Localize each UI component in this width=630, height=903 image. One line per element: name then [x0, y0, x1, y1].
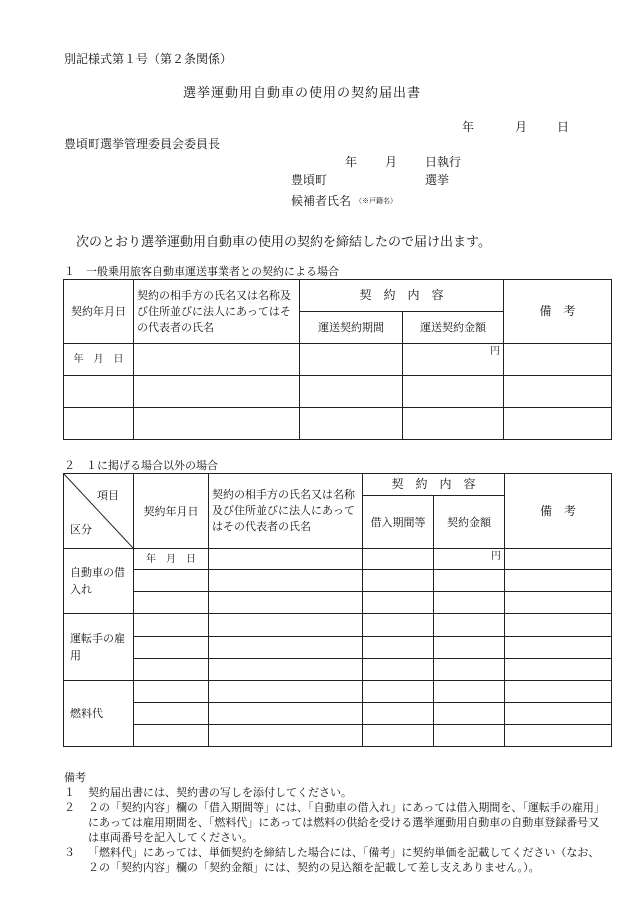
s1-row1-remarks — [504, 344, 612, 376]
table-cell — [209, 614, 363, 637]
table-cell — [363, 725, 434, 747]
table-cell — [209, 637, 363, 659]
table-cell — [363, 681, 434, 703]
table-cell — [434, 659, 505, 681]
table-cell — [134, 592, 209, 614]
table-cell — [363, 614, 434, 637]
s1-col-period: 運送契約期間 — [300, 312, 403, 344]
date-year: 年 — [462, 120, 475, 134]
table-cell — [209, 659, 363, 681]
table-cell — [505, 681, 612, 703]
note-text: 「燃料代」にあっては、単価契約を締結した場合には、「備考」に契約単価を記載してください（なお、２の「契約内容」欄の「契約金額」には、契約の見込額を記載して差し支えありません。）。 — [88, 846, 600, 874]
table-cell — [363, 703, 434, 725]
s1-col-contents: 契 約 内 容 — [300, 280, 504, 312]
table-cell — [363, 659, 434, 681]
table-cell — [434, 592, 505, 614]
table-cell — [434, 703, 505, 725]
table-cell — [505, 570, 612, 592]
table-cell — [434, 725, 505, 747]
s2-group-driver: 運転手の雇用 — [64, 614, 134, 681]
table-cell — [209, 592, 363, 614]
table-cell — [134, 725, 209, 747]
s2-group-fuel: 燃料代 — [64, 681, 134, 747]
table-cell — [209, 681, 363, 703]
table-cell — [505, 549, 612, 570]
intro-text: 次のとおり選挙運動用自動車の使用の契約を締結したので届け出ます。 — [76, 235, 491, 250]
table-cell — [64, 376, 134, 408]
date-month: 月 — [515, 120, 528, 134]
note-text: ２の「契約内容」欄の「借入期間等」には、「自動車の借入れ」にあっては借入期間を、「運転手の雇用」にあっては雇用期間を、「燃料代」にあっては燃料の供給を受ける選挙運動用自動車の自動車登録番号又は車両番号を記入してください。 — [88, 801, 605, 844]
table-cell — [209, 725, 363, 747]
table-cell — [403, 376, 504, 408]
s1-row1-date: 年 月 日 — [64, 344, 134, 376]
s2-col-date: 契約年月日 — [134, 474, 209, 549]
candidate-label: 候補者氏名 — [291, 194, 352, 208]
s1-row1-amount: 円 — [403, 344, 504, 376]
election-town: 豊頃町 — [291, 173, 328, 187]
s1-col-amount: 運送契約金額 — [403, 312, 504, 344]
form-id: 別記様式第１号（第２条関係） — [64, 52, 233, 66]
table-cell — [504, 408, 612, 440]
election-type: 選挙 — [425, 173, 450, 187]
note-number: １ — [64, 786, 75, 799]
section2-table — [63, 473, 612, 747]
s2-group-car: 自動車の借入れ — [64, 549, 134, 614]
table-cell — [505, 637, 612, 659]
table-cell — [209, 703, 363, 725]
table-cell — [134, 637, 209, 659]
note-item — [64, 785, 609, 800]
table-cell — [363, 570, 434, 592]
note-number: ３ — [64, 846, 75, 859]
note-number: ２ — [64, 801, 75, 814]
election-day-exec: 日執行 — [425, 155, 462, 169]
table-cell — [403, 408, 504, 440]
notes-heading: 備考 — [64, 771, 86, 784]
table-cell — [300, 408, 403, 440]
table-cell — [134, 681, 209, 703]
s2-col-remarks: 備 考 — [505, 474, 612, 549]
table-cell — [434, 681, 505, 703]
election-year: 年 — [345, 155, 358, 169]
section2-heading: ２ １に掲げる場合以外の場合 — [64, 459, 218, 472]
s1-row1-period — [300, 344, 403, 376]
table-cell — [300, 376, 403, 408]
s1-row1-party — [134, 344, 300, 376]
section1-heading: １ 一般乗用旅客自動車運送事業者との契約による場合 — [64, 265, 339, 278]
note-text: 契約届出書には、契約書の写しを添付してください。 — [88, 786, 352, 799]
note-item — [64, 845, 609, 875]
table-cell — [363, 549, 434, 570]
date-day: 日 — [557, 120, 570, 134]
candidate-note: （※戸籍名） — [355, 197, 397, 205]
notes — [64, 770, 609, 875]
s1-col-date: 契約年月日 — [64, 280, 134, 344]
s1-col-party: 契約の相手方の氏名又は名称及び住所並びに法人にあってはその代表者の氏名 — [134, 280, 300, 344]
s1-col-remarks: 備 考 — [504, 280, 612, 344]
table-cell — [505, 725, 612, 747]
s2-col-period: 借入期間等 — [363, 496, 434, 549]
table-cell — [434, 614, 505, 637]
table-cell — [209, 549, 363, 570]
table-cell — [505, 592, 612, 614]
s2-col-amount: 契約金額 — [434, 496, 505, 549]
section1-table — [63, 279, 612, 440]
s2-diag-item: 項目 — [97, 489, 119, 502]
table-cell — [434, 570, 505, 592]
table-cell — [363, 637, 434, 659]
table-cell — [134, 376, 300, 408]
table-cell — [134, 408, 300, 440]
table-cell — [504, 376, 612, 408]
table-cell — [134, 614, 209, 637]
table-cell — [134, 570, 209, 592]
s2-row1-amount: 円 — [434, 549, 505, 570]
page-title: 選挙運動用自動車の使用の契約届出書 — [183, 86, 422, 101]
s2-diag-class: 区分 — [70, 523, 92, 536]
s2-col-party: 契約の相手方の氏名又は名称及び住所並びに法人にあってはその代表者の氏名 — [209, 474, 363, 549]
table-cell — [64, 408, 134, 440]
addressee: 豊頃町選挙管理委員会委員長 — [64, 137, 221, 151]
table-cell — [505, 614, 612, 637]
table-cell — [363, 592, 434, 614]
table-cell — [134, 703, 209, 725]
table-cell — [209, 570, 363, 592]
s2-row1-date: 年 月 日 — [134, 549, 209, 570]
table-cell — [505, 659, 612, 681]
table-cell — [134, 659, 209, 681]
table-cell — [434, 637, 505, 659]
table-cell — [505, 703, 612, 725]
s2-diag-header — [64, 474, 134, 549]
note-item — [64, 800, 609, 845]
s2-col-contents: 契 約 内 容 — [363, 474, 505, 496]
election-month: 月 — [385, 155, 398, 169]
